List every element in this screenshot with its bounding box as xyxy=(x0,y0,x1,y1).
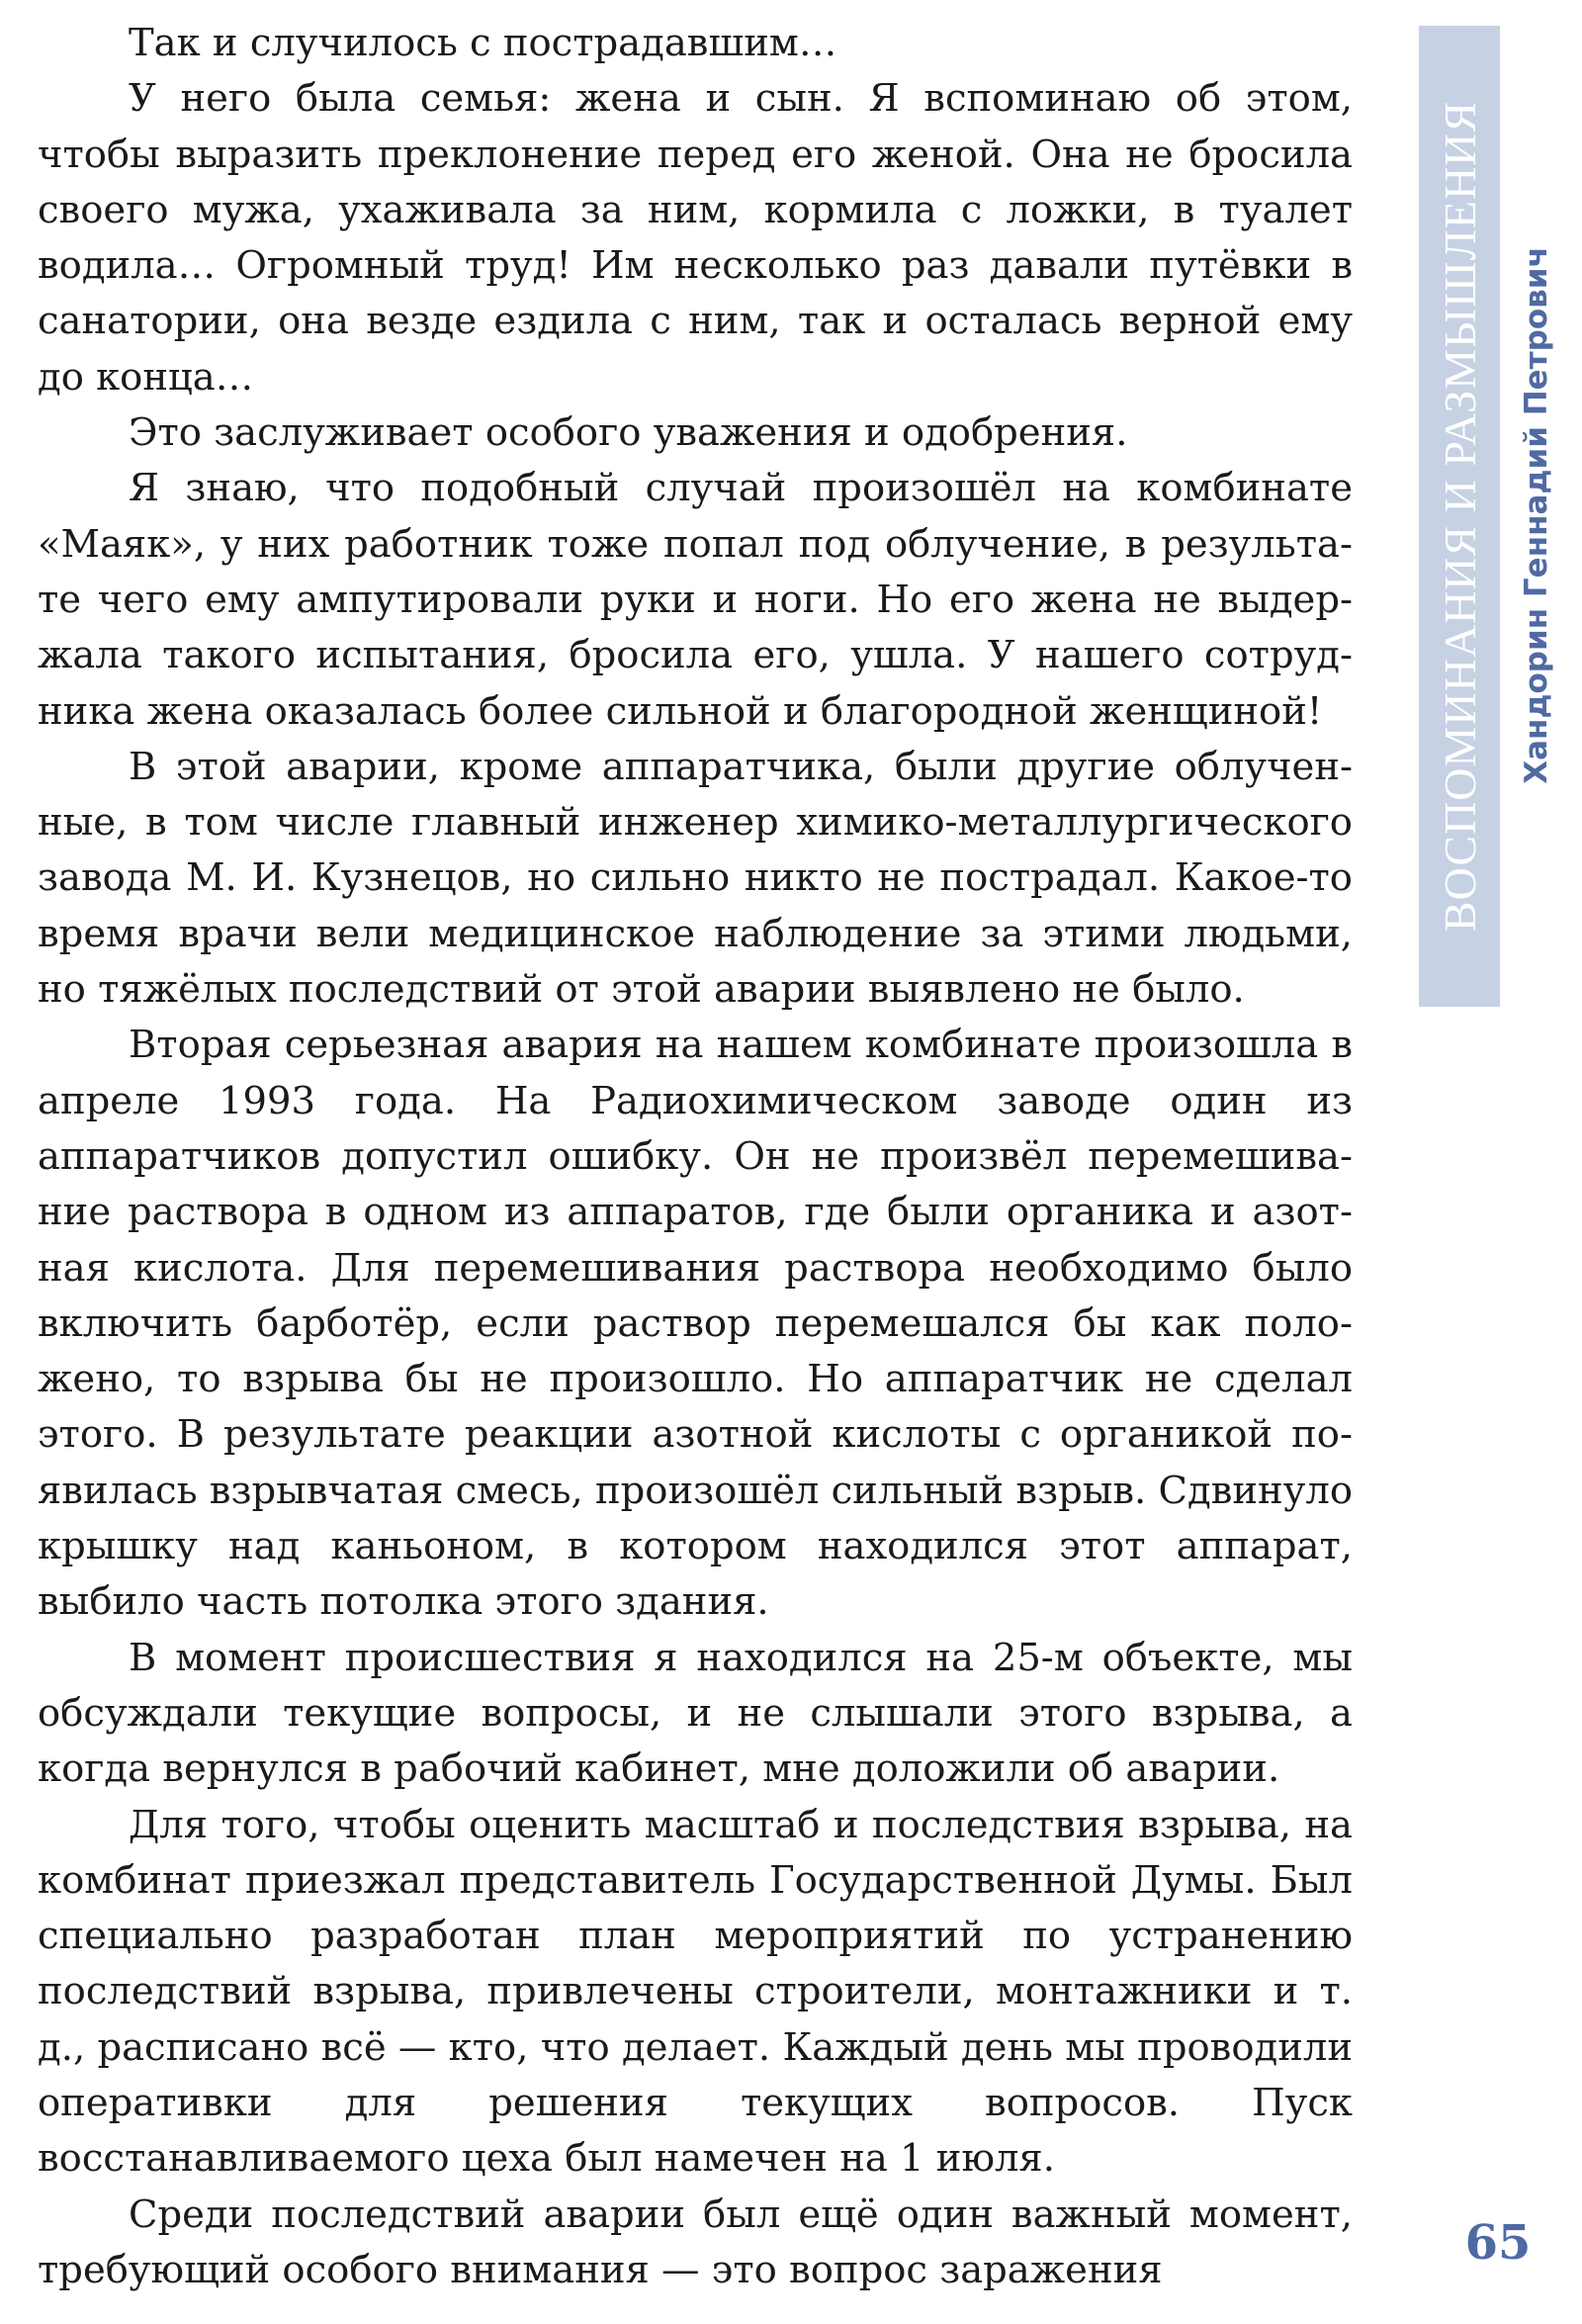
paragraph: В момент происшествия я находился на 25-м объекте, мы обсуждали текущие вопросы, и не слышали этого взрыва, а когда вернулся в рабочий кабинет, мне доложили об аварии. xyxy=(38,1635,1353,1792)
body-text xyxy=(38,16,1353,2298)
author-name-label: Хандорин Геннадий Петрович xyxy=(1519,246,1554,784)
paragraph: У него была семья: жена и сын. Я вспоминаю об этом, чтобы выразить преклонение перед его женой. Она не бросила своего мужа, ухаживала за ним, кормила с ложки, в туалет водила… Огромный труд! Им несколько раз давали путёвки в санатории, она везде ездила с ним, так и осталась верной ему до конца… xyxy=(38,76,1353,400)
paragraph: Вторая серьезная авария на нашем комбинате произошла в апреле 1993 года. На Радиохимическом заводе один из аппаратчиков допустил ошибку. Он не произвёл перемешивание раствора в одном из аппаратов, где были органика и азотная кислота. Для перемешивания раствора необходимо было включить барботёр, если раствор перемешался бы как положено, то взрыва бы не произошло. Но аппаратчик не сделал этого. В результате реакции азотной кислоты с органикой появилась взрывчатая смесь, произошёл сильный взрыв. Сдвинуло крышку над каньоном, в котором находился этот аппарат, выбило часть потолка этого здания. xyxy=(38,1023,1353,1625)
paragraph: Это заслуживает особого уважения и одобрения. xyxy=(129,410,1128,456)
paragraph: Я знаю, что подобный случай произошёл на комбинате «Маяк», у них работник тоже попал под облучение, в результате чего ему ампутировали руки и ноги. Но его жена не выдержала такого испытания, бросила его, ушла. У нашего сотрудника жена оказалась более сильной и благородной женщиной! xyxy=(38,466,1353,734)
paragraph: В этой аварии, кроме аппаратчика, были другие облученные, в том числе главный инженер химико-металлургического завода М. И. Кузнецов, но сильно никто не пострадал. Какое-то время врачи вели медицинское наблюдение за этими людьми, но тяжёлых последствий от этой аварии выявлено не было. xyxy=(38,744,1353,1013)
section-tab xyxy=(1419,26,1500,1007)
author-name xyxy=(1518,223,1555,807)
paragraph: Среди последствий аварии был ещё один важный момент, требующий особого внимания — это вопрос заражения xyxy=(38,2191,1353,2292)
paragraph: Для того, чтобы оценить масштаб и последствия взрыва, на комбинат приезжал представитель Государственной Думы. Был специально разработан план мероприятий по устранению последствий взрыва, привлечены строители, монтажники и т. д., расписано всё — кто, что делает. Каждый день мы проводили оперативки для решения текущих вопросов. Пуск восстанавливаемого цеха был намечен на 1 июля. xyxy=(38,1802,1353,2182)
section-tab-label: ВОСПОМИНАНИЯ И РАЗМЫШЛЕНИЯ xyxy=(1434,100,1485,933)
paragraph: Так и случилось с пострадавшим… xyxy=(129,21,837,65)
page-number: 65 xyxy=(1464,2215,1532,2271)
